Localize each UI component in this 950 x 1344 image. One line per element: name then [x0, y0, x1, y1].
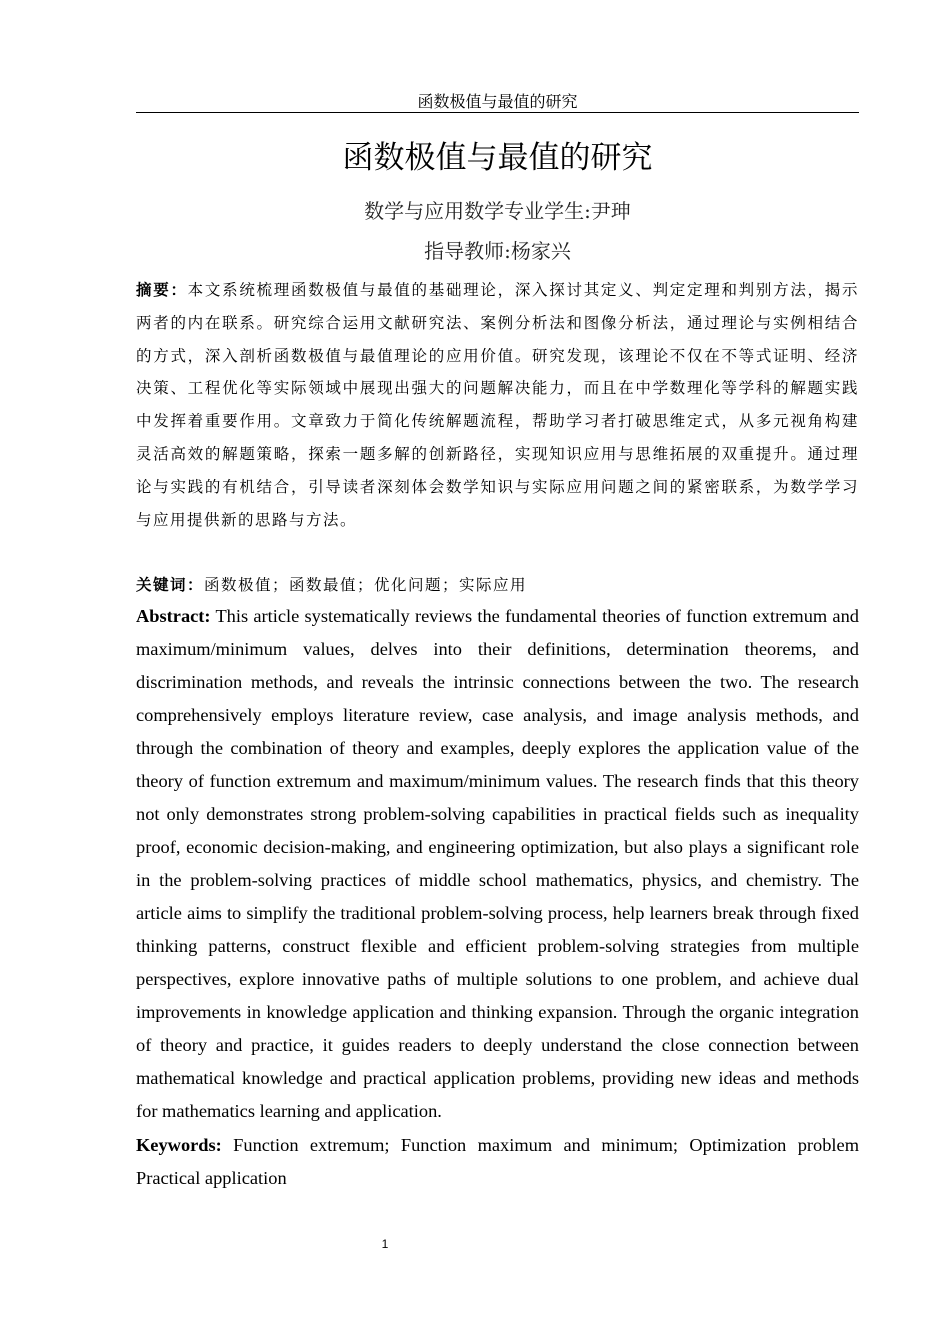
advisor-line: 指导教师:杨家兴 — [424, 239, 571, 263]
english-abstract-text: This article systematically reviews the fundamental theories of function extremum and maximum/minimum values, delves into their definitions, determination theorems, and discrimination methods, and reveals the intrinsic connections between the two. The research comprehensively employs literature review, case analysis, and image analysis methods, and through the combination of theory and examples, deeply explores the application value of the theory of function extremum and maximum/minimum values. The research finds that this theory not only demonstrates strong problem-solving capabilities in practical fields such as inequality proof, economic decision-making, and engineering optimization, but also plays a significant role in the problem-solving practices of middle school mathematics, physics, and chemistry. The article aims to simplify the traditional problem-solving process, help learners break through fixed thinking patterns, construct flexible and efficient problem-solving strategies from multiple perspectives, explore innovative paths of multiple solutions to one problem, and achieve dual improvements in knowledge application and thinking expansion. Through the organic integration of theory and practice, it guides readers to deeply understand the close connection between mathematical knowledge and practical application problems, providing new ideas and methods for mathematics learning and application. — [136, 606, 859, 1121]
english-keywords — [136, 1129, 859, 1195]
chinese-abstract-label: 摘要： — [136, 280, 188, 299]
english-abstract — [136, 600, 859, 1128]
chinese-keywords-text: 函数极值；函数最值；优化问题；实际应用 — [204, 576, 528, 594]
english-keywords-label: Keywords: — [136, 1135, 222, 1155]
chinese-abstract — [136, 274, 859, 536]
page-number: 1 — [381, 1237, 389, 1251]
author-line: 数学与应用数学专业学生:尹珅 — [364, 199, 631, 223]
english-keywords-text: Function extremum; Function maximum and minimum; Optimization problem Practical application — [136, 1135, 859, 1188]
chinese-abstract-text: 本文系统梳理函数极值与最值的基础理论，深入探讨其定义、判定定理和判别方法，揭示两者的内在联系。研究综合运用文献研究法、案例分析法和图像分析法，通过理论与实例相结合的方式，深入剖析函数极值与最值理论的应用价值。研究发现，该理论不仅在不等式证明、经济决策、工程优化等实际领域中展现出强大的问题解决能力，而且在中学数理化等学科的解题实践中发挥着重要作用。文章致力于简化传统解题流程，帮助学习者打破思维定式，从多元视角构建灵活高效的解题策略，探索一题多解的创新路径，实现知识应用与思维拓展的双重提升。通过理论与实践的有机结合，引导读者深刻体会数学知识与实际应用问题之间的紧密联系，为数学学习与应用提供新的思路与方法。 — [136, 281, 859, 529]
chinese-keywords — [136, 569, 859, 602]
english-abstract-label: Abstract: — [136, 606, 211, 626]
paper-title: 函数极值与最值的研究 — [342, 140, 653, 176]
chinese-keywords-label: 关键词： — [136, 575, 205, 594]
running-header: 函数极值与最值的研究 — [136, 92, 859, 113]
